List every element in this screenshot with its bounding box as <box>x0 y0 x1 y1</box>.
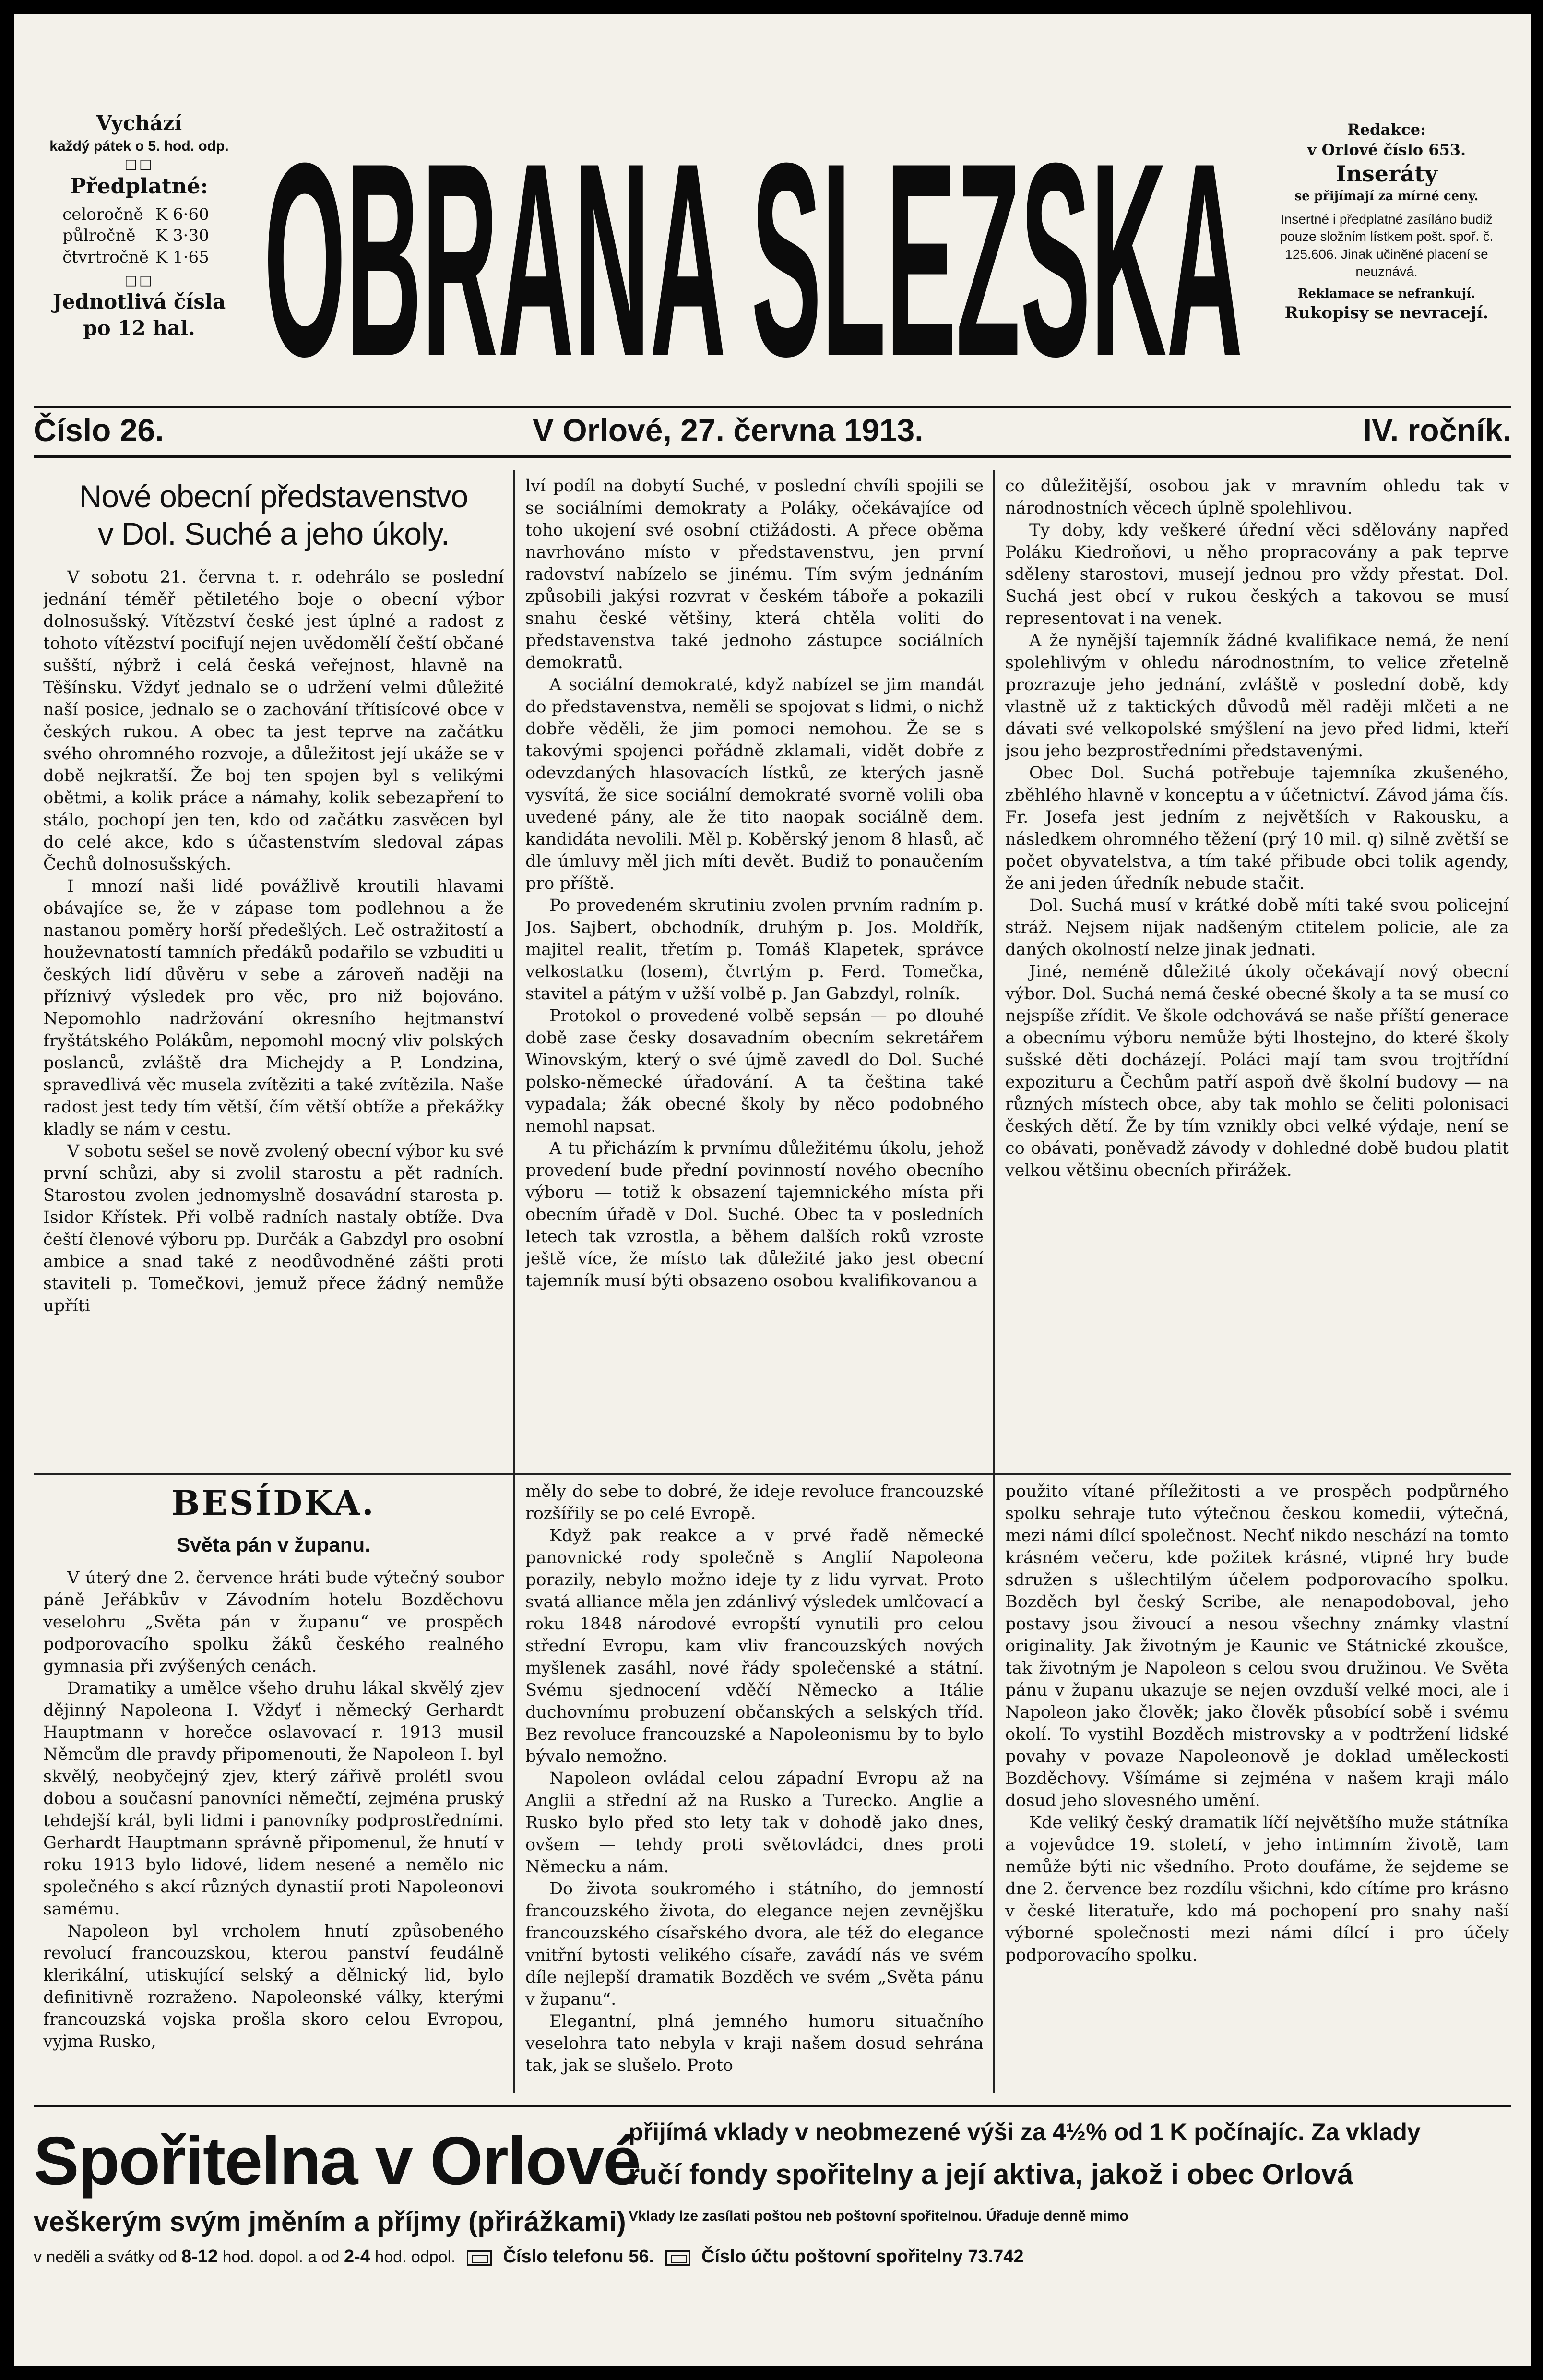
inseraty-sub: se přijímají za mírné ceny. <box>1294 189 1479 203</box>
besidka-column-2 <box>525 1481 984 2095</box>
price-row: půlročně K 3·30 <box>62 226 209 246</box>
paragraph: Protokol o provedené volbě sepsán — po dlouhé době zase česky dosavadním obecním sekretářem Winovským, který o své újmě zavedl do Dol. Suché polsko-německé úřadování. A ta čeština také vypadala; žák obecné školy by něco podobného nemohl napsat. <box>525 1006 984 1136</box>
ad-deposit-line: přijímá vklady v neobmezené výši za 4½% od 1 K počínajíc. Za vklady <box>629 2118 1421 2145</box>
title-text: OBRANA SLEZSKA <box>264 106 1243 398</box>
subscription-box <box>34 110 245 341</box>
besidka-column-1 <box>43 1567 504 2095</box>
paragraph: Napoleon byl vrcholem hnutí způsobeného revolucí francouzskou, kterou panství feudálně klerikální, utiskující selský a dělnický lid, bylo definitivně rozraženo. Napoleonské války, kterými francouzská vojska prošla skoro celou Evropou, vyjma Rusko, <box>43 1922 504 2051</box>
issue-bar <box>34 412 1511 453</box>
paragraph: I mnozí naši lidé povážlivě kroutili hlavami obávajíce se, že v zápase tom podlehnou a že nastanou poměry horší předešlých. Leč ostražitostí a houževnatostí tamních předáků podařilo se vzbuditi u českých lidí důvěru v sebe a zároveň naději na příznivý výsledek pro věc, pro niž bojováno. Nepomohlo nadržování okresního hejtmanství fryštátského Polákům, nepomohl mocný vliv polských poslanců, zvláště dra Michejdy a P. Londzina, spravedlivá věc musela zvítěziti a také zvítězila. Naše radost jest tedy tím větší, čím větší obtíže a překážky kladly se nám v cestu. <box>43 877 504 1139</box>
paragraph: Po provedeném skrutiniu zvolen prvním radním p. Jos. Sajbert, obchodník, druhým p. Jos. Moldřík, majitel realit, třetím p. Tomáš Klapetek, správce velkostatku (losem), čtvrtým p. Ferd. Tomečka, stavitel a pátým v užší volbě p. Jan Gabzdyl, rolník. <box>525 896 984 1004</box>
vychazi-label: Vychází <box>96 111 182 135</box>
editorial-box <box>1262 120 1511 323</box>
paragraph: Do života soukromého i státního, do jemností francouzského života, do elegance nejen zevnějšku francouzského císařského dvora, ale též do elegance vnitřní bytosti velikého císaře, zavádí nás ve svém díle nejlepší dramatik Bozděch ve svém „Světa pánu v županu“. <box>525 1879 984 2009</box>
newspaper-page <box>14 14 1531 2366</box>
schedule-text: každý pátek o 5. hod. odp. <box>49 138 229 154</box>
paragraph: měly do sebe to dobré, že ideje revoluce francouzské rozšířily se po celé Evropě. <box>525 1482 984 1523</box>
besidka-subtitle: Světa pán v županu. <box>177 1533 370 1556</box>
reklamace-note: Reklamace se nefrankují. <box>1297 287 1476 301</box>
besidka-column-3 <box>1005 1481 1509 2095</box>
paragraph: lví podíl na dobytí Suché, v poslední chvíli spojili se se sociálními demokraty a Poláky, očekávajíce od toho ukojení své osobní ctižádosti. A přece oběma navrhováno místo v představenstvu, jen první radovství nabízelo se jinému. Tím svým jednáním způsobili jakýsi rozvrat v českém táboře a pokazili snahu české většiny, která chtěla voliti do představenstva také jednoho zástupce sociálních demokratů. <box>525 477 984 672</box>
savings-bank-ad <box>34 2105 1511 2349</box>
predplatne-label: Předplatné: <box>70 174 208 199</box>
article-column-2 <box>525 475 984 1469</box>
ad-hours-line: v neděli a svátky od 8-12 hod. dopol. a od 2-4 hod. odpol. Číslo telefonu 56. Číslo účtu poštovní spořitelny 73.742 <box>34 2247 1024 2267</box>
paragraph: co důležitější, osobou jak v mravním ohledu tak v národnostních věcech úplně spolehlivou. <box>1005 477 1509 518</box>
paragraph: Když pak reakce a v prvé řadě německé panovnické rody společně s Anglií Napoleona porazily, nebylo možno ideje ty z lidu vyrvat. Proto svatá alliance měla jen zdánlivý výsledek umlčovací a roku 1848 národové evropští vynutili pro celou střední Evropu, kam vliv francouzských nových myšlenek zasáhl, nové řády společenské a státní. Svému sjednocení vděčí Německo a Itálie duchovnímu probuzení občanských a selských tříd. Bez revoluce francouzské a Napoleonismu by to bylo bývalo nemožno. <box>525 1526 984 1766</box>
paragraph: Elegantní, plná jemného humoru situačního veselohra tato nebyla v kraji našem dosud sehrána tak, jak se slušelo. Proto <box>525 2012 984 2075</box>
paragraph: V sobotu 21. června t. r. odehrálo se poslední jednání téměř pětiletého boje o obecní výbor dolnosušský. Vítězství české jest úplné a radost z tohoto vítězství pocifují nejen uvědomělí čeští občané sušští, nýbrž i celá česká veřejnost, hlavně na Těšínsku. Vždyť jednalo se o udržení velmi důležité naší posice, jednalo se o zachování třítisícové obce v českých rukou. A obec ta jest teprve na začátku svého ohromného rozvoje, a důležitost její ukáže se v době nejkratší. Že boj ten spojen byl s velikými obětmi, a kolik práce a námahy, kolik sebezapření to stálo, pochopí jen ten, kdo od začátku zasvěcen byl do celé akce, kdo s účastenstvím sledoval zápas Čechů dolnosušských. <box>43 568 504 874</box>
paragraph: V sobotu sešel se nově zvolený obecní výbor ku své první schůzi, aby si zvolil starostu a pět radních. Starostou zvolen jednomyslně dosavádní starosta p. Isidor Křístek. Při volbě radních nastaly obtíže. Dva čeští členové výboru pp. Durčák a Gabzdyl pro osobní ambice a snad také z neodůvodněné zášti proti staviteli p. Tomečkovi, jemuž přece žádný nemůže upříti <box>43 1142 504 1316</box>
paragraph: V úterý dne 2. července hráti bude výtečný soubor páně Jeřábkův v Závodním hotelu Bozděchovu veselohru „Světa pán v županu“ ve prospěch podporovacího spolku žáků českého realného gymnasia při zvýšených cenách. <box>43 1568 504 1676</box>
payment-note: Insertné i předplatné zasíláno budiž pouze složním lístkem pošt. spoř. č. 125.606. Jinak učiněné placení se neuznává. <box>1280 211 1494 279</box>
paragraph: A tu přicházím k prvnímu důležitému úkolu, jehož provedení bude přední povinností nového obecního výboru — totiž k obsazení tajemnického místa při obecním úřadě v Dol. Suché. Obec ta v posledních letech tak vzrostla, a během dalších roků vzroste ještě více, že místo tak důležité jako jest obecní tajemník musí býti obsazeno osobou kvalifikovanou a <box>525 1139 984 1291</box>
paragraph: A že nynější tajemník žádné kvalifikace nemá, že není spolehlivým v ohledu národnostním, to velice zřetelně prozrazuje jeho jednání, zvláště v poslední době, kdy vlastně už z taktických důvodů měl raději mlčeti a ne dávati své velkopolské smýšlení na jevo před lidmi, kteří jsou jeho bezprostředními představenými. <box>1005 631 1509 761</box>
issue-number: Číslo 26. <box>34 412 164 448</box>
ad-guarantee-line: ručí fondy spořitelny a její aktiva, jakož i obec Orlová <box>629 2158 1353 2190</box>
paragraph: Dramatiky a umělce všeho druhu lákal skvělý zjev dějinný Napoleona I. Vždyť i německý Gerhardt Hauptmann v horečce oslavovací r. 1913 musil Němcům dle pravdy připomenouti, že Napoleon I. byl skvělý, neobyčejný zjev, který zářivě prolétl svou dobou a současní panovníci němečtí, zejména pruský tehdejší král, byli lidmi i panovníky podprostředními. Gerhardt Hauptmann správně připomenul, že hnutí v roku 1913 bylo lidové, lidem nesené a nemělo nic společného s akcí různých dynastií proti Napoleonovi samému. <box>43 1679 504 1919</box>
single-issue-label: Jednotlivá čísla <box>52 290 226 314</box>
price-table <box>62 204 216 268</box>
ad-mail-line: Vklady lze zasílati poštou neb poštovní spořitelnou. Úřaduje denně mimo <box>629 2208 1128 2224</box>
ornament-boxes-icon: □□ <box>124 272 154 288</box>
ad-account: Číslo účtu poštovní spořitelny 73.742 <box>701 2247 1024 2267</box>
paragraph: Jiné, neméně důležité úkoly očekávají nový obecní výbor. Dol. Suchá nemá české obecné školy a ta se musí co nejspíše zřídit. Ve škole odchovává se naše příští generace a obecnímu výboru nemůže býti lhostejno, do které školy sušské děti docházejí. Poláci mají tam svou trojtřídní expozituru a Čechům patří aspoň dvě školní budovy — na různých místech obce, aby tak mohlo se čeliti polonisaci českých dětí. Že by tím vznikly obci velké výdaje, není se co obávati, poněvadž závody v dohledné době budou platit velkou většinu obecních přirážek. <box>1005 962 1509 1180</box>
redakce-label: Redakce: <box>1347 120 1426 139</box>
paragraph: Kde veliký český dramatik líčí největšího muže státníka a vojevůdce 19. století, v jeho intimním životě, tam nemůže býti nic všedního. Proto doufáme, že sejdeme se dne 2. července bez rozdílu všichni, kdo cítíme pro krásno v české literatuře, kdo má pochopení pro snahy naší výborné společnosti mezi námi dílcí i pro účely podporovacího spolku. <box>1005 1813 1509 1965</box>
paragraph: použito vítané příležitosti a ve prospěch podpůrného spolku sehraje tuto výtečnou českou komedii, výtečná, mezi námi dílcí společnost. Nechť nikdo neschází na tomto krásném večeru, kde požitek krásné, vtipné hry bude sdružen s ušlechtilým účelem podporovacího spolku. Bozděch byl český Scribe, ale nenapodoboval, jeho postavy jsou živoucí a nesou všechny známky vlastní originality. Jak životným je Kaunic ve Státnické zkoušce, tak životným je Napoleon s celou svou družinou. Ve Světa pánu v županu ukazuje se nejen ovzduší velké moci, ale i Napoleon jako člověk; jako člověk působící sobě i svému okolí. To vystihl Bozděch mistrovsky a v podtržení lidské povahy v povaze Napoleonově je doklad uměleckosti Bozděchovy. Všímáme si zejména v našem kraji málo dosud jeho slovesného umění. <box>1005 1482 1509 1810</box>
ad-phone: Číslo telefonu 56. <box>503 2247 654 2267</box>
redakce-address: v Orlové číslo 653. <box>1307 140 1466 159</box>
ad-bank-name: Spořitelna v Orlové <box>34 2123 641 2199</box>
stamp-icon <box>665 2250 690 2266</box>
paragraph: A sociální demokraté, když nabízel se jim mandát do představenstva, neměli se spojovat s lidmi, o nichž dobře věděli, že jim pomoci nemohou. Že se s takovými spojenci pořádně zklamali, vidět dobře z odevzdaných hlasovacích lístků, ze kterých jasně vysvítá, že sice sociální demokraté svorně volili oba uvedené pány, ale že tito naopak sociálně dem. kandidáta nevolili. Měl p. Koběrský jenom 8 hlasů, ač dle úmluvy měl jich míti devět. Budiž to ponaučením pro příště. <box>525 675 984 893</box>
ornament-boxes-icon: □□ <box>124 155 154 172</box>
rukopisy-note: Rukopisy se nevracejí. <box>1284 303 1489 323</box>
paragraph: Dol. Suchá musí v krátké době míti také svou policejní stráž. Nejsem nijak nadšeným ctitelem policie, ale za daných okolností nelze jinak jednati. <box>1005 896 1509 959</box>
paragraph: Napoleon ovládal celou západní Evropu až na Anglii a střední až na Rusko a Turecko. Anglie a Rusko bylo před sto lety tak v dohodě jako dnes, ovšem — tehdy proti světovládci, dnes proti Německu a nám. <box>525 1769 984 1877</box>
column-rule <box>513 470 515 2093</box>
section-divider <box>34 1473 1511 1475</box>
article-title: Nové obecní představenstvo v Dol. Suché a jeho úkoly. <box>79 478 468 551</box>
paragraph: Obec Dol. Suchá potřebuje tajemníka zkušeného, zběhlého hlavně v konceptu a v účetnictví. Závod jáma čís. Fr. Josefa jest jedním z největších v Rakousku, a následkem ohromného těžení (prý 10 mil. q) silně zvětší se počet obyvatelstva, a tím také přibude obci tolik agendy, že ani jeden úředník nebude stačit. <box>1005 764 1509 893</box>
newspaper-title <box>249 91 1257 398</box>
price-row: čtvrtročně K 1·65 <box>62 247 209 267</box>
masthead-rule-bottom <box>34 455 1511 458</box>
article-column-3 <box>1005 475 1509 1469</box>
single-issue-price: po 12 hal. <box>83 316 195 340</box>
issue-date: V Orlové, 27. června 1913. <box>533 412 924 448</box>
inseraty-label: Inseráty <box>1335 161 1438 187</box>
ad-assets-line: veškerým svým jměním a příjmy (přirážkami) <box>34 2206 626 2237</box>
besidka-title: BESÍDKA. <box>171 1483 376 1523</box>
paragraph: Ty doby, kdy veškeré úřední věci sdělovány napřed Poláku Kiedroňovi, u něho propracovány a pak teprve sděleny starostovi, musejí jednou pro vždy přestat. Dol. Suchá jest obcí v rukou českých a takovou se musí representovat i na venek. <box>1005 521 1509 628</box>
masthead-rule-top <box>34 406 1511 408</box>
price-row: celoročně K 6·60 <box>62 205 209 225</box>
volume: IV. ročník. <box>1363 412 1511 448</box>
title-svg <box>249 91 1257 398</box>
stamp-icon <box>467 2250 492 2266</box>
article-column-1 <box>43 566 504 1469</box>
column-rule <box>993 470 995 2093</box>
